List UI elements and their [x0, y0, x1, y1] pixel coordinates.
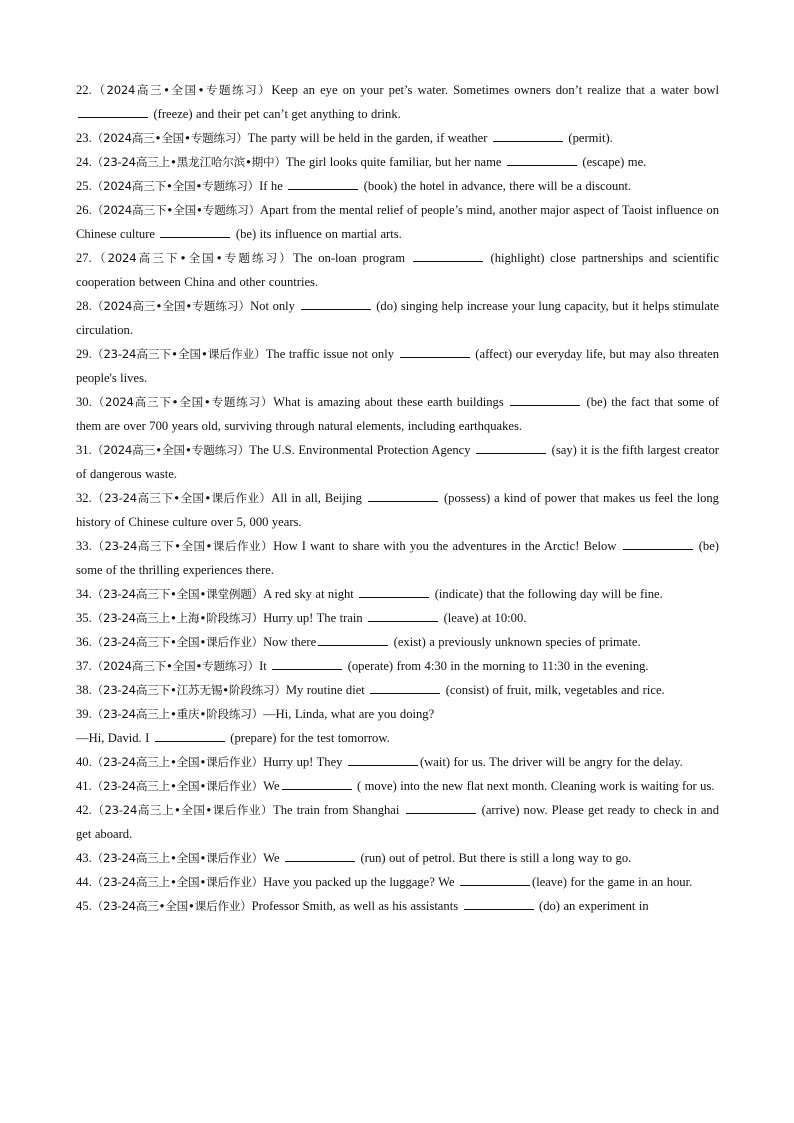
dialogue-reply: —Hi, David. I (prepare) for the test tomorrow. — [76, 731, 390, 745]
question-25: 25.（2024高三下•全国•专题练习）If he (book) the hotel in advance, there will be a discount. — [76, 179, 632, 193]
question-34: 34.（23-24高三下•全国•课堂例题）A red sky at night (indicate) that the following day will be fine. — [76, 587, 663, 601]
question-42: 42.（23-24高三上•全国•课后作业）The train from Shanghai (arrive) now. Please get ready to check in and get aboard. — [76, 803, 720, 841]
answer-blank[interactable] — [507, 153, 577, 166]
question-44: 44.（23-24高三上•全国•课后作业）Have you packed up the luggage? We (leave) for the game in an hour. — [76, 875, 693, 889]
answer-blank[interactable] — [400, 345, 470, 358]
answer-blank[interactable] — [476, 441, 546, 454]
answer-blank[interactable] — [368, 489, 438, 502]
answer-blank[interactable] — [413, 249, 483, 262]
question-41: 41.（23-24高三上•全国•课后作业）We ( move) into the new flat next month. Cleaning work is waiting for us. — [76, 779, 715, 793]
question-40: 40.（23-24高三上•全国•课后作业）Hurry up! They (wait) for us. The driver will be angry for the delay. — [76, 755, 683, 769]
answer-blank[interactable] — [282, 777, 352, 790]
question-list — [76, 78, 719, 918]
answer-blank[interactable] — [160, 225, 230, 238]
question-35: 35.（23-24高三上•上海•阶段练习）Hurry up! The train (leave) at 10:00. — [76, 611, 527, 625]
question-30: 30.（2024高三下•全国•专题练习）What is amazing about these earth buildings (be) the fact that some of them are over 700 years old, surviving through natural elements, including earthquakes. — [76, 395, 719, 433]
answer-blank[interactable] — [623, 537, 693, 550]
question-28: 28.（2024高三•全国•专题练习）Not only (do) singing help increase your lung capacity, but it helps stimulate circulation. — [76, 299, 720, 337]
answer-blank[interactable] — [370, 681, 440, 694]
question-32: 32.（23-24高三下•全国•课后作业）All in all, Beijing (possess) a kind of power that makes us feel the long history of Chinese culture over 5, 000 years. — [76, 491, 719, 529]
question-38: 38.（23-24高三下•江苏无锡•阶段练习）My routine diet (consist) of fruit, milk, vegetables and rice. — [76, 683, 665, 697]
answer-blank[interactable] — [78, 105, 148, 118]
answer-blank[interactable] — [460, 873, 530, 886]
answer-blank[interactable] — [272, 657, 342, 670]
question-23: 23.（2024高三•全国•专题练习）The party will be held in the garden, if weather (permit). — [76, 131, 613, 145]
answer-blank[interactable] — [285, 849, 355, 862]
answer-blank[interactable] — [155, 729, 225, 742]
question-45: 45.（23-24高三•全国•课后作业）Professor Smith, as well as his assistants (do) an experiment in — [76, 899, 649, 913]
question-27: 27.（2024高三下•全国•专题练习）The on-loan program (highlight) close partnerships and scientific cooperation between China and other countries. — [76, 251, 719, 289]
question-37: 37.（2024高三下•全国•专题练习）It (operate) from 4:30 in the morning to 11:30 in the evening. — [76, 659, 649, 673]
answer-blank[interactable] — [359, 585, 429, 598]
question-24: 24.（23-24高三上•黑龙江哈尔滨•期中）The girl looks quite familiar, but her name (escape) me. — [76, 155, 647, 169]
question-22: 22.（2024高三•全国•专题练习）Keep an eye on your pet’s water. Sometimes owners don’t realize that a water bowl (freeze) and their pet can’t get anything to drink. — [76, 83, 719, 121]
answer-blank[interactable] — [406, 801, 476, 814]
question-39: 39.（23-24高三上•重庆•阶段练习）—Hi, Linda, what are you doing? —Hi, David. I (prepare) for the test tomorrow. — [76, 702, 719, 750]
answer-blank[interactable] — [301, 297, 371, 310]
question-29: 29.（23-24高三下•全国•课后作业）The traffic issue not only (affect) our everyday life, but may also threaten people's lives. — [76, 347, 720, 385]
question-43: 43.（23-24高三上•全国•课后作业）We (run) out of petrol. But there is still a long way to go. — [76, 851, 632, 865]
question-36: 36.（23-24高三下•全国•课后作业）Now there (exist) a previously unknown species of primate. — [76, 635, 641, 649]
answer-blank[interactable] — [368, 609, 438, 622]
question-33: 33.（23-24高三下•全国•课后作业）How I want to share with you the adventures in the Arctic! Below (be) some of the thrilling experiences there. — [76, 539, 719, 577]
answer-blank[interactable] — [464, 897, 534, 910]
question-31: 31.（2024高三•全国•专题练习）The U.S. Environmental Protection Agency (say) it is the fifth largest creator of dangerous waste. — [76, 443, 719, 481]
question-26: 26.（2024高三下•全国•专题练习）Apart from the mental relief of people’s mind, another major aspect of Taoist influence on Chinese culture (be) its influence on martial arts. — [76, 203, 719, 241]
answer-blank[interactable] — [288, 177, 358, 190]
answer-blank[interactable] — [493, 129, 563, 142]
answer-blank[interactable] — [348, 753, 418, 766]
answer-blank[interactable] — [510, 393, 580, 406]
answer-blank[interactable] — [318, 633, 388, 646]
